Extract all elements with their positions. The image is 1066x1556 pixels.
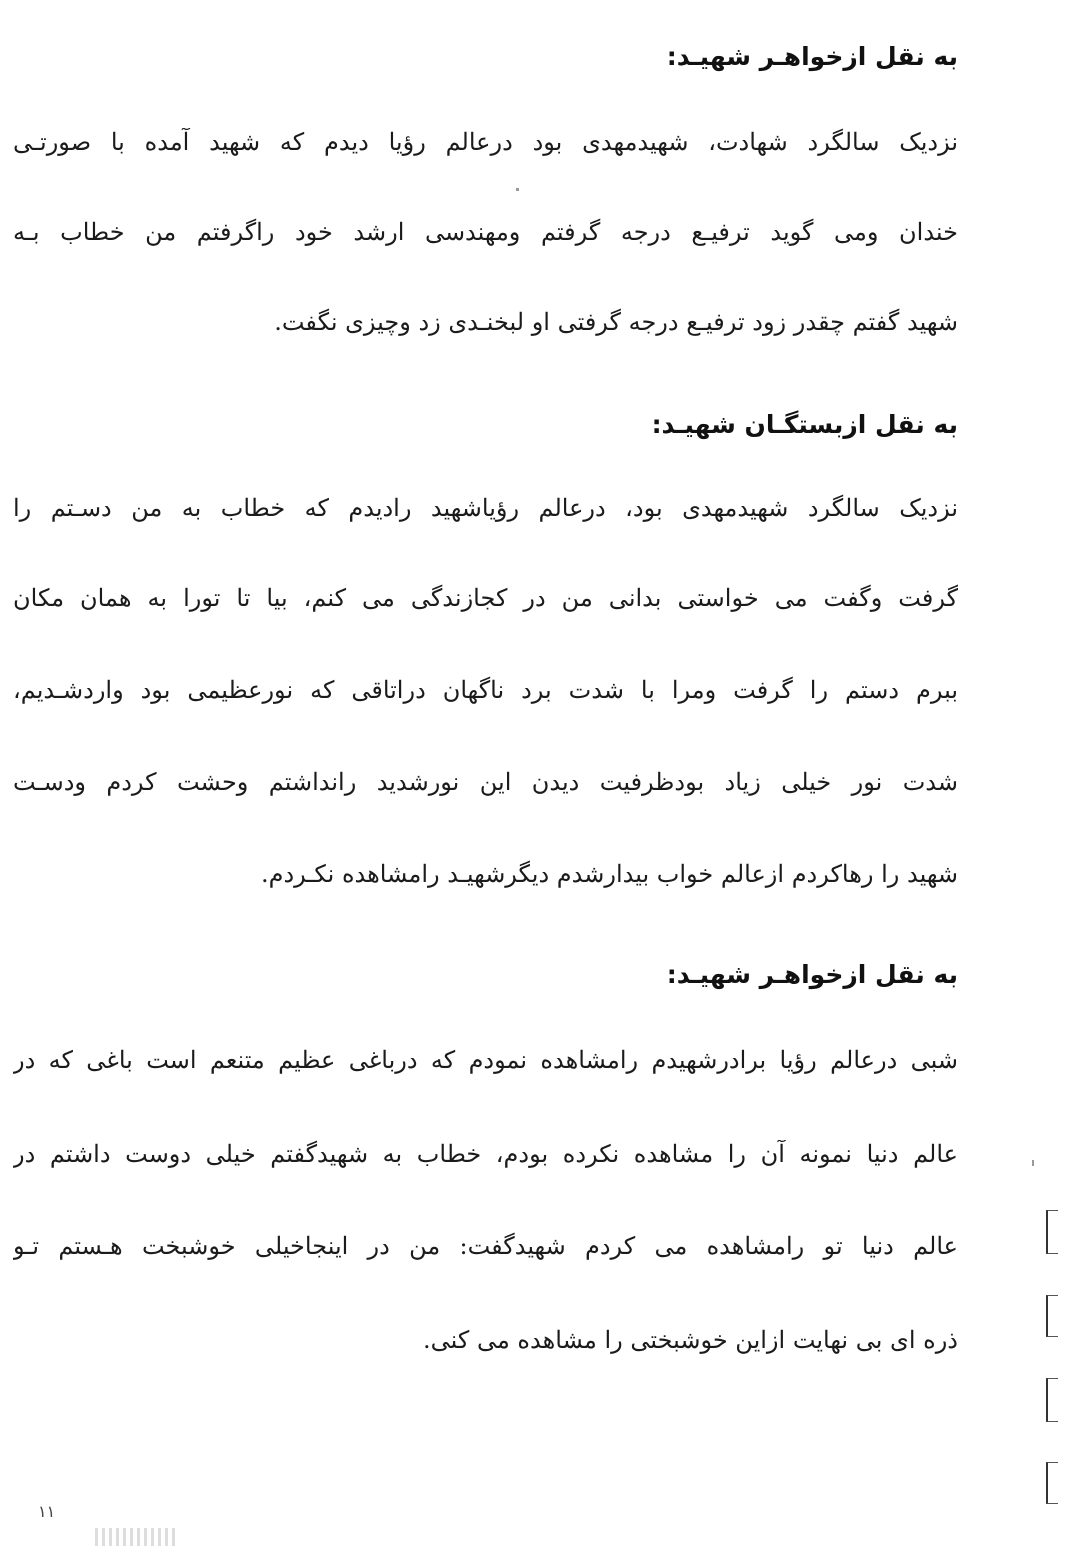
- scan-speck: [516, 188, 519, 191]
- section-1-line-1: نزدیک سالگرد شهادت، شهیدمهدی بود درعالم رؤیا دیدم که شهید آمده با صورتـی: [13, 128, 958, 156]
- section-3-heading: به نقل ازخواهـر شهیـد:: [666, 960, 958, 989]
- binding-edge-mark: [1046, 1210, 1058, 1254]
- section-1-heading: به نقل ازخواهـر شهیـد:: [666, 42, 958, 71]
- section-2-line-5: شهید را رهاکردم ازعالم خواب بیدارشدم دیگرشهیـد رامشاهده نکـردم.: [260, 860, 958, 888]
- scan-smudge: [95, 1528, 175, 1546]
- section-3-line-4: ذره ای بی نهایت ازاین خوشبختی را مشاهده می کنی.: [423, 1326, 958, 1354]
- section-1-line-3: شهید گفتم چقدر زود ترفیـع درجه گرفتی او لبخنـدی زد وچیزی نگفت.: [274, 308, 958, 336]
- scan-speck: [1032, 1160, 1034, 1166]
- section-3-line-2: عالم دنیا نمونه آن را مشاهده نکرده بودم، خطاب به شهیدگفتم خیلی دوست داشتم در: [13, 1140, 958, 1168]
- section-2-heading: به نقل ازبستگـان شهیـد:: [651, 410, 958, 439]
- page-number: ۱۱: [38, 1502, 56, 1521]
- section-3-line-3: عالم دنیا تو رامشاهده می کردم شهیدگفت: من در اینجاخیلی خوشبخت هـستم تـو: [13, 1232, 958, 1260]
- section-2-line-2: گرفت وگفت می خواستی بدانی من در کجازندگی می کنم، بیا تا تورا به همان مکان: [13, 584, 958, 612]
- section-2-line-1: نزدیک سالگرد شهیدمهدی بود، درعالم رؤیاشهید رادیدم که خطاب به من دسـتم را: [13, 494, 958, 522]
- binding-edge-mark: [1046, 1462, 1058, 1504]
- binding-edge-mark: [1046, 1295, 1058, 1337]
- section-3-line-1: شبی درعالم رؤیا برادرشهیدم رامشاهده نمودم که درباغی عظیم متنعم است باغی که در: [13, 1046, 958, 1074]
- section-1-line-2: خندان ومی گوید ترفیـع درجه گرفتم ومهندسی ارشد خود راگرفتم من خطاب بـه: [13, 218, 958, 246]
- section-2-line-3: ببرم دستم را گرفت ومرا با شدت برد ناگهان دراتاقی که نورعظیمی بود واردشـدیم،: [13, 676, 958, 704]
- section-2-line-4: شدت نور خیلی زیاد بودظرفیت دیدن این نورشدید رانداشتم وحشت کردم ودسـت: [13, 768, 958, 796]
- binding-edge-mark: [1046, 1378, 1058, 1422]
